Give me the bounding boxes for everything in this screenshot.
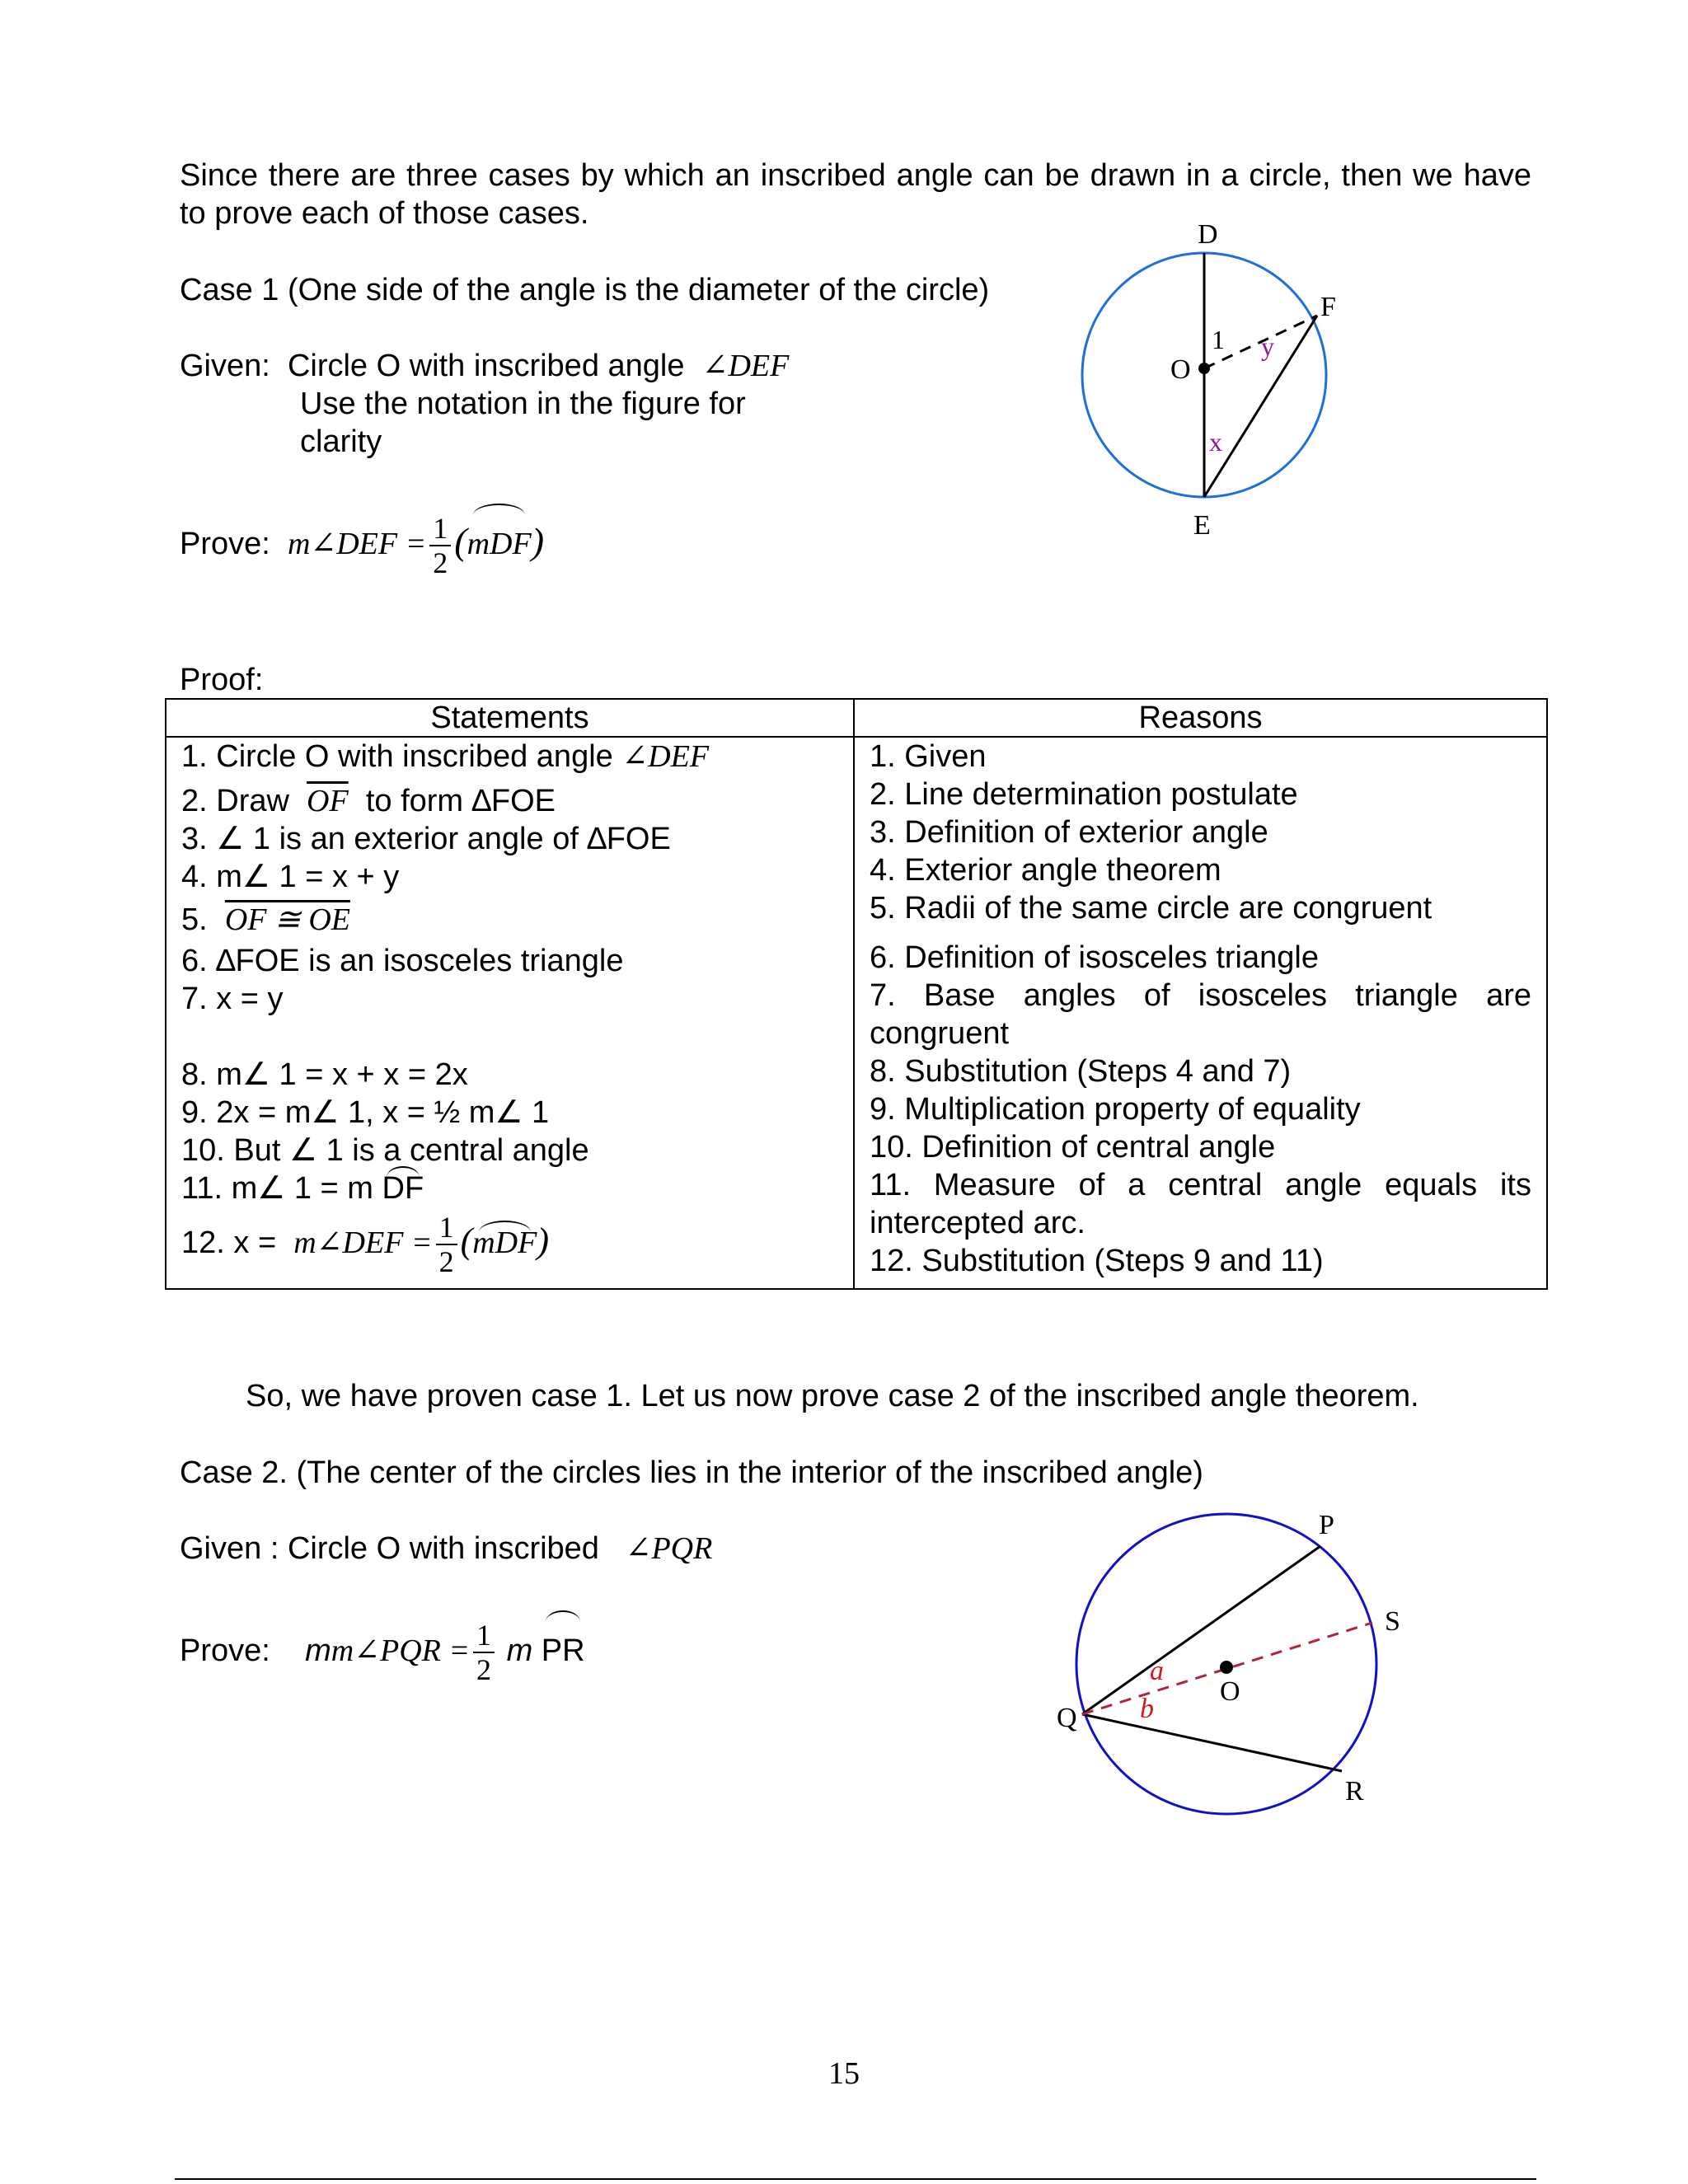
statement-1: 1. Circle O with inscribed angle ∠DEF bbox=[181, 739, 710, 774]
label-o: O bbox=[1170, 354, 1191, 385]
case1-given-note2: clarity bbox=[300, 424, 382, 459]
label-s: S bbox=[1385, 1606, 1400, 1637]
label-o: O bbox=[1220, 1676, 1240, 1707]
label-x: x bbox=[1209, 427, 1222, 457]
statement-11: 11. m∠ 1 = m DF bbox=[181, 1171, 424, 1206]
circle-diagram-case2 bbox=[1047, 1504, 1426, 1834]
case1-prove-label: Prove: bbox=[180, 527, 270, 561]
statement-6: 6. ∆FOE is an isosceles triangle bbox=[181, 944, 624, 978]
case2-prove-m: m bbox=[506, 1633, 533, 1668]
proof-label: Proof: bbox=[180, 663, 264, 697]
case2-prove-arc: PR bbox=[542, 1614, 585, 1688]
case1-prove-arc: mDF bbox=[467, 507, 532, 581]
case1-given-angle: ∠DEF bbox=[701, 349, 790, 383]
reason-11: 11. Measure of a central angle equals its intercepted arc. bbox=[870, 1168, 1531, 1240]
statement-8: 8. m∠ 1 = x + x = 2x bbox=[181, 1057, 468, 1092]
reasons-column bbox=[854, 737, 1547, 1289]
reason-3: 3. Definition of exterior angle bbox=[870, 815, 1268, 850]
case2-prove-lhs: m∠PQR = bbox=[331, 1633, 471, 1668]
case1-given-note1: Use the notation in the figure for bbox=[300, 387, 746, 421]
case2-title: Case 2. (The center of the circles lies in the interior of the inscribed angle) bbox=[180, 1455, 1203, 1490]
reason-1: 1. Given bbox=[870, 739, 987, 774]
reason-7: 7. Base angles of isosceles triangle are congruent bbox=[870, 978, 1531, 1051]
label-angle-b: b bbox=[1140, 1694, 1154, 1724]
statement-2: 2. Draw $\overline{OF}$ to form ∆FOE bbox=[181, 784, 556, 818]
statement-7: 7. x = y bbox=[181, 982, 284, 1016]
conclusion-text: So, we have proven case 1. Let us now prove case 2 of the inscribed angle theorem. bbox=[246, 1379, 1419, 1413]
proof-table bbox=[165, 698, 1548, 1290]
case2-given-label: Given : Circle O with inscribed bbox=[180, 1531, 599, 1566]
chord-qr bbox=[1082, 1714, 1342, 1771]
case2-prove-label: Prove: bbox=[180, 1633, 270, 1668]
page-number: 15 bbox=[828, 2056, 860, 2091]
case2-given-angle: ∠PQR bbox=[625, 1531, 713, 1566]
case1-prove: Prove: m∠DEF = $\frac{1}{2}$ (mDF) bbox=[180, 504, 544, 581]
case1-given bbox=[180, 347, 789, 385]
label-q: Q bbox=[1057, 1703, 1077, 1733]
center-point-o bbox=[1198, 363, 1210, 374]
case2-prove-fraction: $\frac{1}{2}$ bbox=[473, 1620, 495, 1685]
center-point-o bbox=[1220, 1661, 1233, 1674]
label-p: P bbox=[1319, 1510, 1334, 1540]
case1-given-label: Given: bbox=[180, 349, 270, 383]
reason-12: 12. Substitution (Steps 9 and 11) bbox=[870, 1244, 1324, 1278]
case1-given-text: Circle O with inscribed angle bbox=[287, 349, 685, 383]
statements-header: Statements bbox=[166, 699, 854, 737]
label-d: D bbox=[1198, 219, 1218, 250]
statement-10: 10. But ∠ 1 is a central angle bbox=[181, 1133, 589, 1168]
reason-10: 10. Definition of central angle bbox=[870, 1130, 1276, 1165]
statement-3: 3. ∠ 1 is an exterior angle of ∆FOE bbox=[181, 822, 671, 856]
circle-diagram-case1 bbox=[1055, 210, 1376, 556]
label-r: R bbox=[1345, 1776, 1364, 1807]
case2-given bbox=[180, 1530, 712, 1568]
label-angle-a: a bbox=[1150, 1656, 1164, 1686]
reason-5: 5. Radii of the same circle are congruent bbox=[870, 891, 1432, 926]
reason-8: 8. Substitution (Steps 4 and 7) bbox=[870, 1054, 1292, 1089]
label-y: y bbox=[1261, 331, 1274, 361]
case1-prove-lhs: m∠DEF = bbox=[287, 527, 427, 561]
footer-rule bbox=[175, 2178, 1536, 2180]
label-f: F bbox=[1320, 292, 1336, 322]
case1-title: Case 1 (One side of the angle is the diameter of the circle) bbox=[180, 273, 990, 307]
case2-prove: Prove: mm∠PQR = $\frac{1}{2}$ m PR bbox=[180, 1614, 585, 1688]
case1-prove-fraction: $\frac{1}{2}$ bbox=[429, 513, 451, 578]
intro-paragraph: Since there are three cases by which an inscribed angle can be drawn in a circle, then we have to prove each of those cases. bbox=[180, 158, 1531, 231]
reason-6: 6. Definition of isosceles triangle bbox=[870, 940, 1319, 975]
statement-4: 4. m∠ 1 = x + y bbox=[181, 860, 400, 894]
chord-qp bbox=[1082, 1546, 1320, 1714]
label-e: E bbox=[1193, 510, 1211, 541]
reason-9: 9. Multiplication property of equality bbox=[870, 1092, 1361, 1127]
reason-2: 2. Line determination postulate bbox=[870, 777, 1298, 812]
statement-5: 5. OF ≅ OE bbox=[181, 902, 350, 937]
reasons-header: Reasons bbox=[854, 699, 1547, 737]
statement-9: 9. 2x = m∠ 1, x = ½ m∠ 1 bbox=[181, 1095, 550, 1130]
statement-12: 12. x = m∠DEF = $\frac{1}{2}$ (mDF) bbox=[181, 1211, 549, 1278]
reason-4: 4. Exterior angle theorem bbox=[870, 853, 1221, 888]
label-angle-1: 1 bbox=[1212, 325, 1225, 354]
statements-column bbox=[166, 737, 854, 1289]
